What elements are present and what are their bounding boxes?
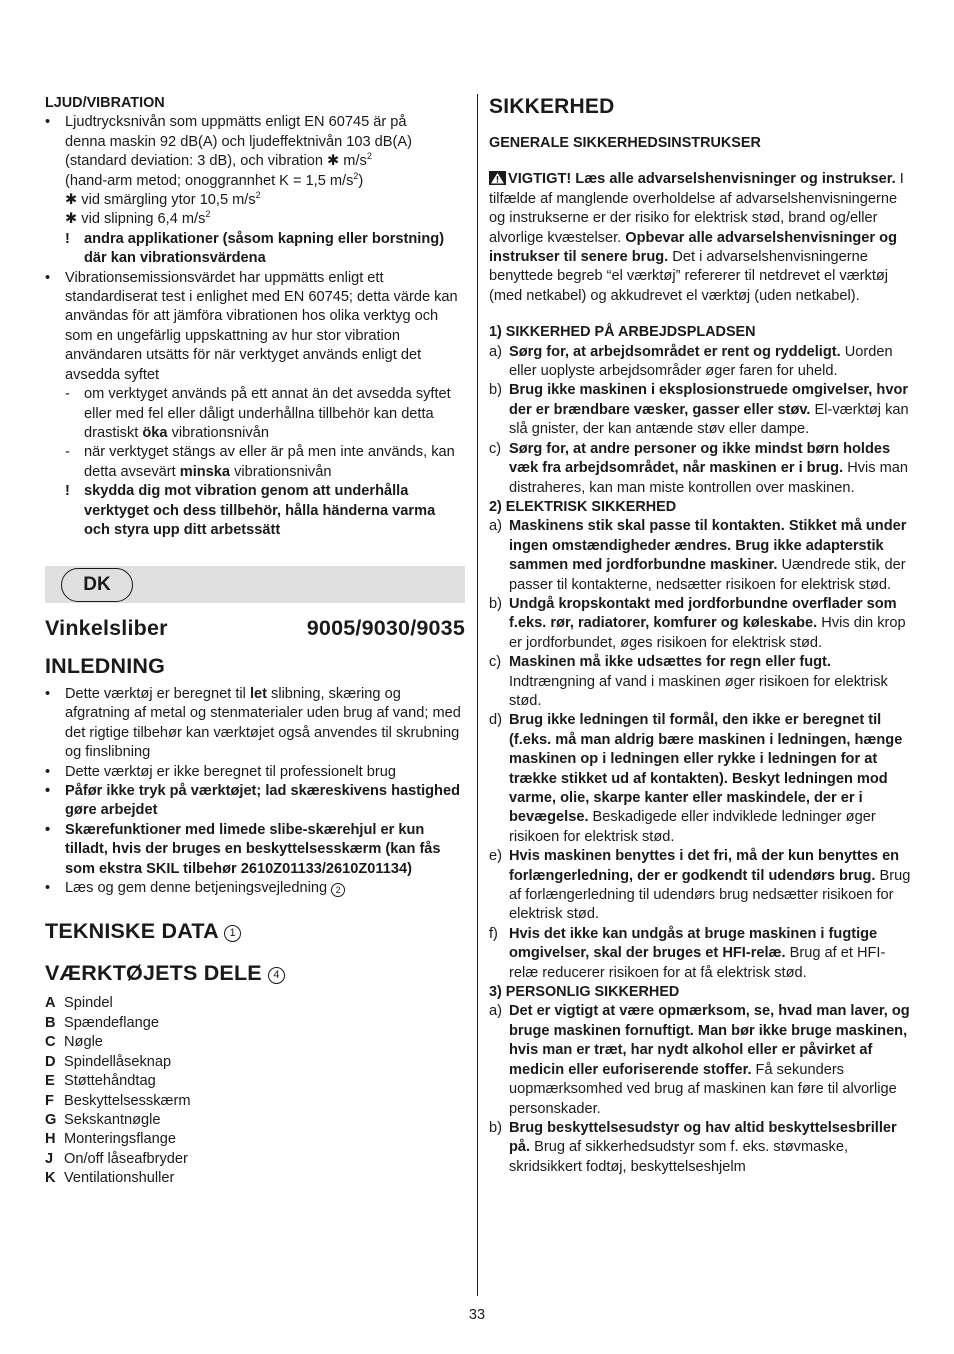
warning-note: ! skydda dig mot vibration genom att underhålla verktyget och dess tillbehör, hålla händerna varma och styra upp ditt arbetssätt [65, 483, 436, 538]
language-badge: DK [61, 568, 133, 602]
page-number: 33 [468, 1307, 486, 1323]
list-item: • Påfør ikke tryk på værktøjet; lad skæreskivens hastighed gøre arbejdet [45, 783, 461, 819]
text: ✱ vid slipning 6,4 $m/s^2$ [65, 209, 211, 228]
list-item: • Dette værktøj er beregnet til let slibning, skæring og afgratning af metal og stenmaterialer uden brug af vand; med det rigtige tilbehør kan værktøjet også anvendes til skrubning og finslibning [45, 686, 461, 761]
part-name: Nøgle [64, 1034, 103, 1051]
list-item: - när verktyget stängs av eller är på men inte används, kan detta avsevärt minska vibrationsnivån [65, 444, 455, 480]
part-key: B [45, 1014, 56, 1031]
product-name: Vinkelsliber [45, 616, 168, 640]
part-name: On/off låseafbryder [64, 1150, 188, 1167]
right-column [489, 94, 911, 1177]
list-item: a) Sørg for, at arbejdsområdet er rent og ryddeligt. Uorden eller uoplyste arbejdsområder øger faren for uheld. [489, 343, 893, 380]
warning-icon [489, 171, 506, 185]
figure-ref-icon: 2 [331, 883, 345, 897]
part-name: Spændeflange [64, 1014, 159, 1031]
list-item: b) Undgå kropskontakt med jordforbundne overflader som f.eks. rør, radiatorer, komfurer og køleskabe. Hvis din krop er jordforbundet, øges risikoen for elektrisk stød. [489, 595, 906, 651]
section-heading: 1) SIKKERHED PÅ ARBEJDSPLADSEN [489, 324, 756, 341]
list-item: c) Sørg for, at andre personer og ikke mindst børn holdes væk fra arbejdsområdet, når maskinen er i brug. Hvis man distraheres, kan man miste kontrollen over maskinen. [489, 440, 909, 496]
list-item: b) Brug ikke maskinen i eksplosionstruede omgivelser, hvor der er brændbare væsker, gasser eller støv. El-værktøj kan slå gnister, der kan antænde støv eller dampe. [489, 382, 909, 438]
part-key: A [45, 995, 56, 1012]
list-item: a) Det er vigtigt at være opmærksom, se, hvad man laver, og bruge maskinen fornuftigt. Man bør ikke bruge maskinen, hvis man er træt, har nydt alkohol eller er påvirket af medicin eller euforiserende stoffer. Få sekunders uopmærksomhed ved brug af maskinen kan føre til alvorlige personskader. [489, 1003, 910, 1117]
text: Ljudtrycksnivån som uppmätts enligt EN 60745 är på [65, 114, 407, 131]
figure-ref-icon: 4 [268, 967, 285, 984]
list-item: f) Hvis det ikke kan undgås at bruge maskinen i fugtige omgivelser, skal der bruges et HFI-relæ. Brug af et HFI-relæ reducerer risikoen for at få elektrisk stød. [489, 925, 886, 981]
section-heading: 2) ELEKTRISK SIKKERHED [489, 498, 677, 515]
part-key: C [45, 1034, 56, 1051]
column-divider [477, 94, 478, 1296]
list-item: a) Maskinens stik skal passe til kontakten. Stikket må under ingen omstændigheder ændres. Brug ikke adapterstik sammen med jordforbundne maskiner. Uændrede stik, der passer til kontakterne, nedsætter risikoen for elektrisk stød. [489, 518, 907, 593]
text: (standard deviation: 3 dB), och vibration ✱ $m/s^2$ [65, 151, 372, 170]
part-key: G [45, 1111, 57, 1128]
part-name: Ventilationshuller [64, 1170, 175, 1187]
product-title [45, 615, 465, 641]
language-bar [45, 566, 465, 603]
inledning-heading: INLEDNING [45, 654, 166, 678]
list-item: e) Hvis maskinen benyttes i det fri, må der kun benyttes en forlængerledning, der er godkendt til udendørs brug. Brug af forlængerledning til udendørs brug nedsætter risikoen for elektrisk stød. [489, 848, 911, 923]
part-name: Spindellåseknap [64, 1053, 172, 1070]
list-item: b) Brug beskyttelsesudstyr og hav altid beskyttelsesbriller på. Brug af sikkerhedsudstyr som f. eks. støvmaske, skridsikkert fodtøj, beskyttelseshjelm [489, 1119, 897, 1175]
ljud-heading: LJUD/VIBRATION [45, 95, 165, 111]
dele-heading: VÆRKTØJETS DELE 4 [45, 960, 465, 986]
list-item: • Dette værktøj er ikke beregnet til professionelt brug [45, 763, 396, 780]
part-name: Beskyttelsesskærm [64, 1092, 191, 1109]
list-item: d) Brug ikke ledningen til formål, den ikke er beregnet til (f.eks. må man aldrig bære maskinen i ledningen, hænge maskinen op i ledningen eller rykke i ledningen for at trække stikket ud af kontakten). Beskyt ledningen mod varme, olie, skarpe kanter eller maskindele, der er i bevægelse. Beskadigede eller indviklede ledninger øger risikoen for elektrisk stød. [489, 712, 903, 845]
parts-list [45, 994, 465, 1188]
text: denna maskin 92 dB(A) och ljudeffektnivån 103 dB(A) [65, 133, 412, 150]
tekniske-heading: TEKNISKE DATA 1 [45, 918, 465, 944]
model-numbers: 9005/9030/9035 [306, 616, 465, 640]
list-item: • Vibrationsemissionsvärdet har uppmätts enligt ett standardiserat test i enlighet med EN 60745; detta värde kan användas för att jämföra vibrationen hos olika verktyg och som en ungefärlig uppskattning av hur stor vibration användaren utsätts för när verktyget används enligt det avsedda syftet [45, 269, 458, 383]
list-item: • Skærefunktioner med limede slibe-skærehjul er kun tilladt, hvis der bruges en beskyttelsesskærm (kan fås som ekstra SKIL tilbehør 2610Z01133/2610Z01134) [45, 821, 441, 877]
intro-paragraph: VIGTIGT! Læs alle advarselshenvisninger og instrukser. I tilfælde af manglende overholdelse af advarselshenvisningerne og instrukserne er der risiko for elektrisk stød, brand og/eller alvorlige kvæstelser. Opbevar alle advarselshenvisninger og instrukser til senere brug. Det i advarselshenvisningerne benyttede begreb “el værktøj” refererer til netdrevet el værktøj (med netkabel) og akkudrevet el værktøj (uden netkabel). [489, 171, 904, 304]
list-item: - om verktyget används på ett annat än det avsedda syftet eller med fel eller dåligt underhållna tillbehör kan detta drastiskt öka vibrationsnivån [65, 386, 451, 441]
section-heading: 3) PERSONLIG SIKKERHED [489, 984, 680, 1001]
list-item: • Ljudtrycksnivån som uppmätts enligt EN 60745 är på denna maskin 92 dB(A) och ljudeffektnivån 103 dB(A) (standard deviation: 3 dB), och vibration ✱ $m/s^2$ (hand-arm metod; onoggrannhet K = 1,5 $m/s^2$) ✱ vid smärgling ytor 10,5 $m/s^2$ ✱ vid slipning 6,4 $m/s^2$ ! andra applikationer (såsom kapning eller borstning) där kan vibrationsvärdena [45, 113, 465, 268]
part-key: K [45, 1170, 56, 1187]
part-key: F [45, 1092, 54, 1109]
part-key: H [45, 1131, 56, 1148]
part-name: Monteringsflange [64, 1131, 176, 1148]
part-name: Sekskantnøgle [64, 1111, 161, 1128]
section-subheading: GENERALE SIKKERHEDSINSTRUKSER [489, 135, 761, 151]
text: (hand-arm metod; onoggrannhet K = 1,5 $m/s^2$) [65, 170, 364, 189]
left-column-lower [45, 615, 465, 1189]
part-key: D [45, 1053, 56, 1070]
text: ✱ vid smärgling ytor 10,5 $m/s^2$ [65, 190, 261, 209]
part-name: Støttehåndtag [64, 1073, 156, 1090]
left-column [45, 94, 465, 540]
figure-ref-icon: 1 [224, 925, 241, 942]
sikkerhed-heading: SIKKERHED [489, 95, 615, 118]
part-key: J [45, 1150, 54, 1167]
part-name: Spindel [64, 995, 113, 1012]
list-item: c) Maskinen må ikke udsættes for regn eller fugt. Indtrængning af vand i maskinen øger risikoen for elektrisk stød. [489, 654, 888, 709]
warning-note: ! andra applikationer (såsom kapning eller borstning) där kan vibrationsvärdena [65, 230, 445, 267]
list-item: • Læs og gem denne betjeningsvejledning 2 [45, 879, 465, 898]
part-key: E [45, 1073, 55, 1090]
